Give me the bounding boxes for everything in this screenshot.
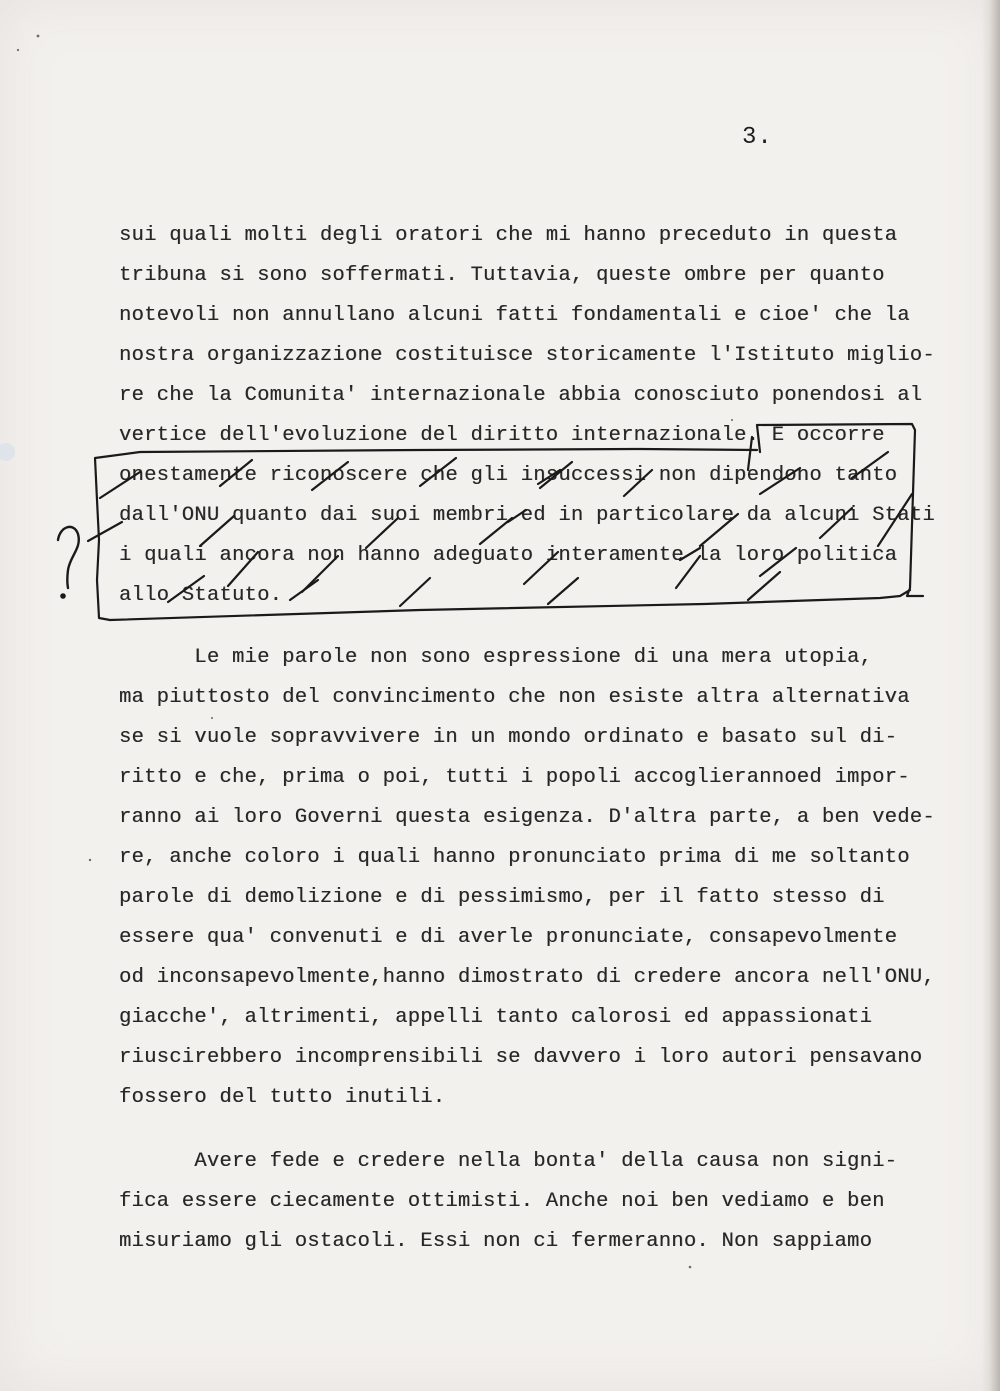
text-line: riuscirebbero incomprensibili se davvero i loro autori pensavano [119,1046,923,1069]
text-line: misuriamo gli ostacoli. Essi non ci fermeranno. Non sappiamo [119,1230,873,1253]
text-line: giacche', altrimenti, appelli tanto calorosi ed appassionati [119,1006,873,1029]
text-line: i quali ancora non hanno adeguato interamente la loro politica [119,544,898,567]
text-line: dall'ONU quanto dai suoi membri ed in particolare da alcuni Stati [119,504,935,527]
text-line: ritto e che, prima o poi, tutti i popoli accoglierannoed impor- [119,766,910,789]
text-line: parole di demolizione e di pessimismo, per il fatto stesso di [119,886,885,909]
text-line: tribuna si sono soffermati. Tuttavia, queste ombre per quanto [119,264,885,287]
text-line: fossero del tutto inutili. [119,1086,446,1109]
text-line: sui quali molti degli oratori che mi hanno preceduto in questa [119,224,898,247]
text-line: essere qua' convenuti e di averle pronunciate, consapevolmente [119,926,898,949]
text-line: onestamente riconoscere che gli insuccessi non dipendono tanto [119,464,898,487]
text-line: ma piuttosto del convincimento che non esiste altra alternativa [119,686,910,709]
text-line: se si vuole sopravvivere in un mondo ordinato e basato sul di- [119,726,898,749]
text-line: od inconsapevolmente,hanno dimostrato di credere ancora nell'ONU, [119,966,935,989]
text-line: Le mie parole non sono espressione di una mera utopia, [119,646,873,669]
text-line: notevoli non annullano alcuni fatti fondamentali e cioe' che la [119,304,910,327]
page-number: 3. [742,124,773,151]
text-line: ranno ai loro Governi questa esigenza. D'altra parte, a ben vede- [119,806,935,829]
margin-note-text: ? [40,600,41,601]
text-line: re, anche coloro i quali hanno pronunciato prima di me soltanto [119,846,910,869]
text-line: nostra organizzazione costituisce storicamente l'Istituto miglio- [119,344,935,367]
text-line: Avere fede e credere nella bonta' della causa non signi- [119,1150,898,1173]
text-line: re che la Comunita' internazionale abbia conosciuto ponendosi al [119,384,923,407]
text-line: fica essere ciecamente ottimisti. Anche noi ben vediamo e ben [119,1190,885,1213]
text-line: allo Statuto. [119,584,283,607]
text-line: vertice dell'evoluzione del diritto internazionale. E occorre [119,424,885,447]
